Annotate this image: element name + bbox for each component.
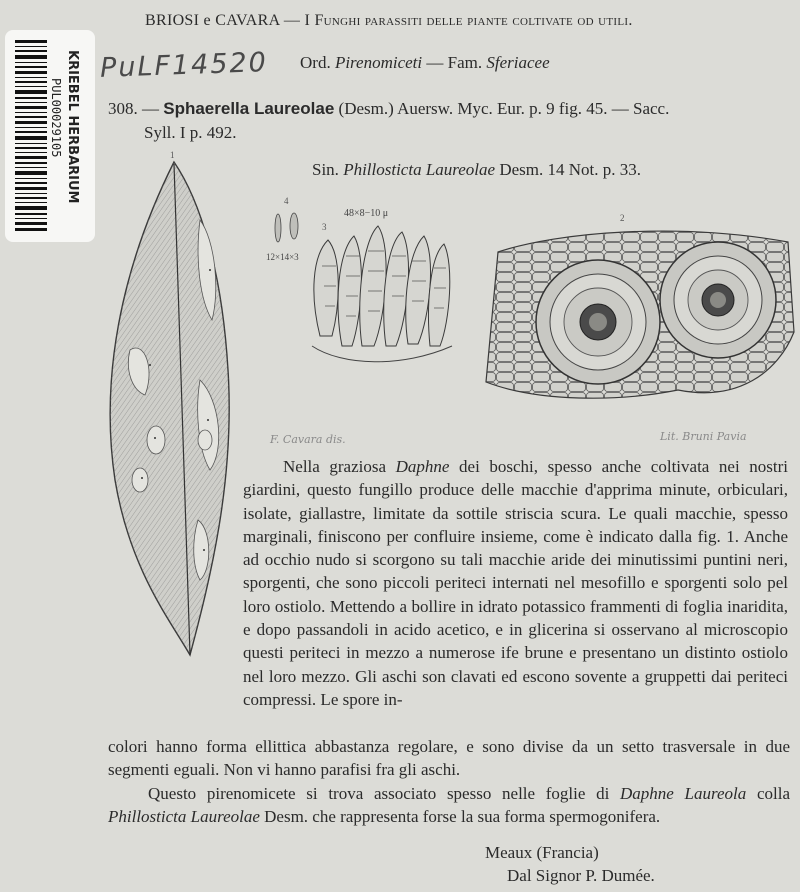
fig3-number: 3 — [322, 222, 327, 232]
desc-p1-c: colori hanno forma ellittica abbastanza regolare, e sono divise da un setto trasversale in due segmenti eguali. Non vi hanno parafisi fra gli aschi. — [108, 737, 790, 780]
perithecia-illustration — [478, 212, 796, 410]
synonym-ref: Desm. 14 Not. p. 33. — [495, 160, 641, 179]
desc-p1-b: dei boschi, spesso anche coltivata nei nostri giardini, questo fungillo produce delle macchie d'apprima minute, orbiculari, isolate, giallastre, limitate da sottile striscia scura. Le quali macchie, spesso marginali, finiscono per confluire insieme, come è indicato dalla fig. 1. Anche ad occhio nudo si scorgono su tali macchie aride dei minutissimi puntini neri, sporgenti, che sono piccoli periteci internati nel mesofillo e sporgenti solo pel loro ostiolo. Mettendo a bollire in idrato potassico frammenti di foglia inaridita, e dopo passandoli in acido acetico, e in glicerina si osservano al microscopio questi periteci in mezzo a numerose ife brune e presentano un distinto ostiolo nel loro mezzo. Gli aschi son clavati ed escono sovente a gruppetti dai periteci compressi. Le spore in- — [243, 457, 789, 709]
illustrator-signature: F. Cavara dis. — [270, 433, 346, 446]
running-header — [145, 12, 633, 30]
desc-p1-a: Nella graziosa — [283, 457, 396, 476]
spore-size-label: 12×14×3 — [266, 252, 299, 262]
species-citation-cont: Syll. I p. 492. — [144, 123, 237, 142]
fig1-number: 1 — [170, 150, 175, 160]
lithographer-signature: Lit. Bruni Pavia — [660, 430, 747, 443]
synonym-name: Phillosticta Laureolae — [343, 160, 496, 179]
barcode — [13, 38, 49, 234]
perithecium-left — [536, 260, 660, 384]
ascus-size-label: 48×8−10 μ — [344, 208, 389, 219]
specimen-code: PUL00029105 — [49, 78, 63, 158]
entry-number: 308. — — [108, 99, 164, 118]
handwritten-catalog-id: PuLF14520 — [99, 47, 269, 84]
herbarium-label — [5, 30, 95, 242]
desc-p2-c: Desm. che rappresenta forse la sua forma spermogonifera. — [259, 806, 661, 826]
header-prefix: BRIOSI e CAVARA — I — [145, 12, 315, 29]
header-title: Funghi parassiti delle piante coltivate od utili. — [314, 12, 633, 29]
fig2-number: 2 — [620, 213, 625, 223]
locality-collector: Dal Signor P. Dumée. — [507, 866, 655, 885]
asci-illustration — [262, 196, 457, 376]
description-text — [243, 455, 788, 711]
spores — [275, 213, 298, 242]
fig4-number: 4 — [284, 196, 289, 206]
family-label: — Fam. — [422, 53, 487, 72]
family-value: Sferiacee — [486, 53, 550, 72]
species-entry — [108, 97, 669, 145]
species-name: Sphaerella Laureolae — [163, 99, 335, 118]
herbarium-name: KRIEBEL HERBARIUM — [65, 50, 80, 204]
synonym-line — [312, 160, 641, 180]
desc-p2-b: colla — [746, 783, 790, 803]
perithecium-right — [660, 242, 776, 358]
description-text-full — [108, 735, 790, 828]
synonym-label: Sin. — [312, 160, 344, 179]
desc-p2-daphne: Daphne Laureola — [620, 783, 747, 803]
locality — [485, 841, 655, 887]
locality-place: Meaux (Francia) — [485, 843, 599, 862]
desc-p1-daphne: Daphne — [395, 457, 450, 476]
order-label: Ord. — [300, 53, 335, 72]
desc-p2-phillo: Phillosticta Laureolae — [108, 806, 260, 826]
order-value: Pirenomiceti — [334, 53, 423, 72]
leaf-illustration — [100, 150, 240, 660]
order-family-line — [300, 53, 550, 73]
species-citation: (Desm.) Auersw. Myc. Eur. p. 9 fig. 45. — Sacc. — [334, 99, 670, 118]
desc-p2-a: Questo pirenomicete si trova associato spesso nelle foglie di — [148, 783, 621, 803]
